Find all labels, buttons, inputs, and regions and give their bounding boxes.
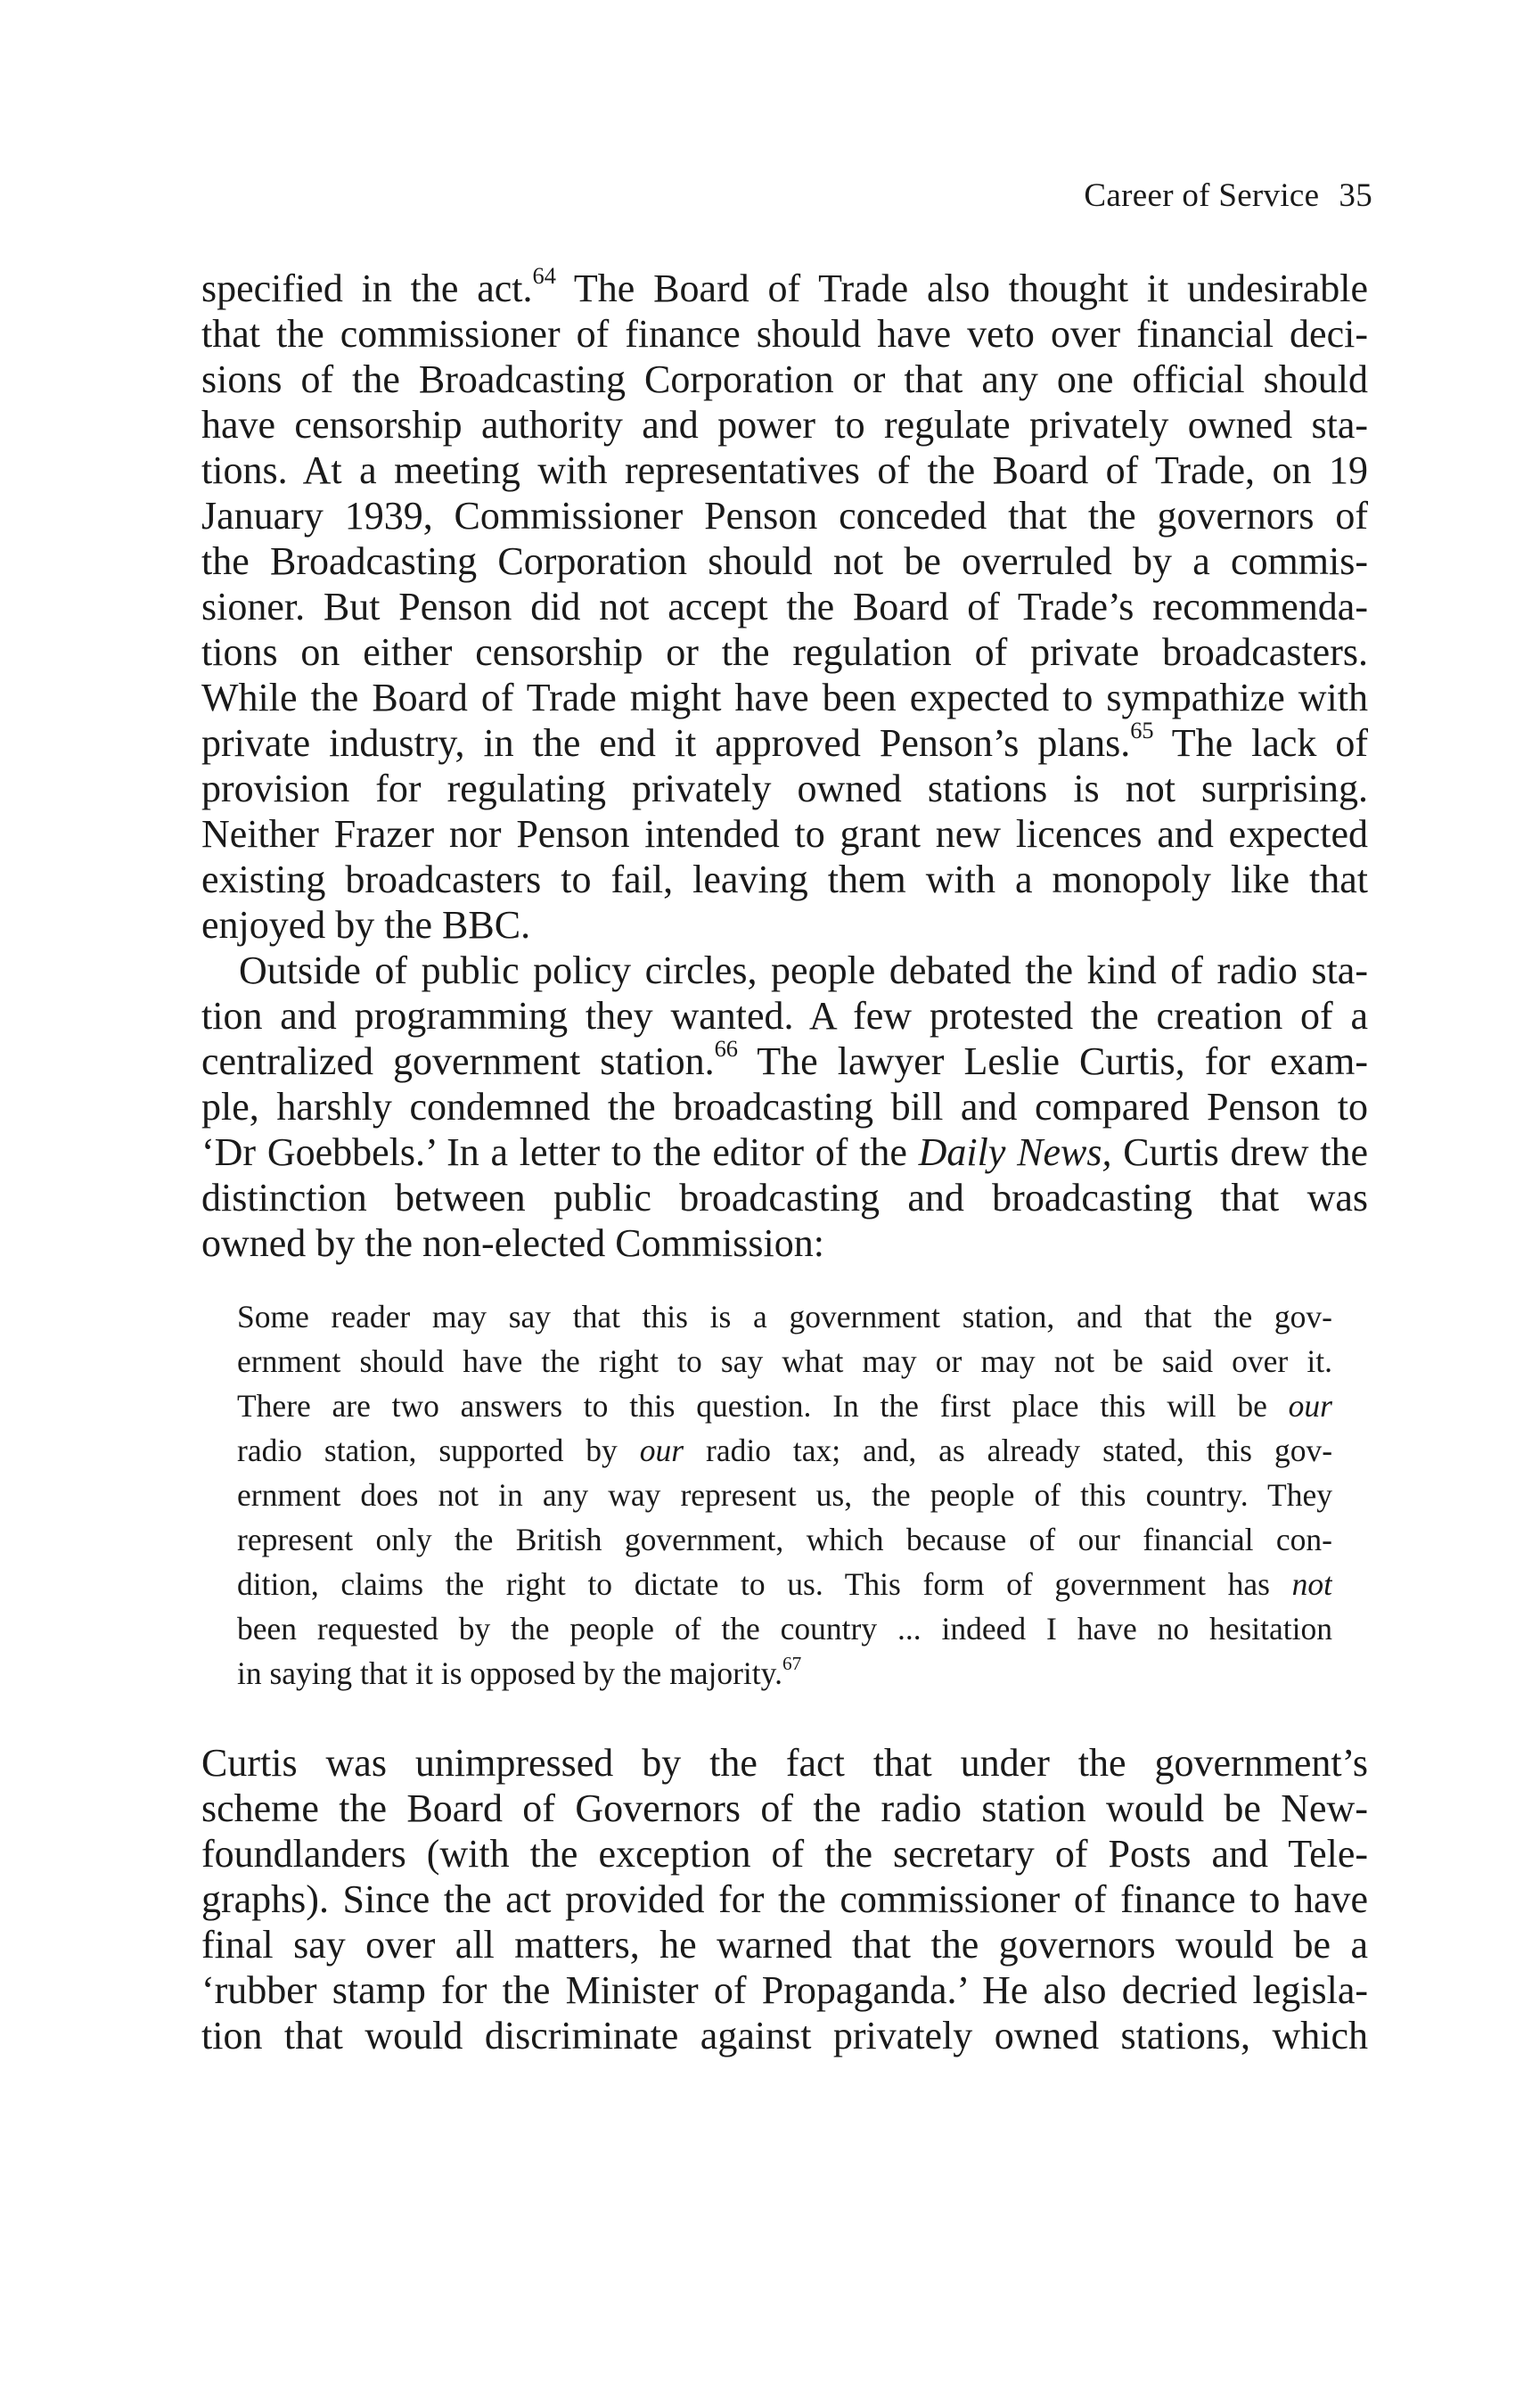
line-text: tion and programming they wanted. A few protested the creation of a [201,994,1368,1038]
text-line [201,538,1368,584]
line-text: radio station, supported by [237,1433,640,1468]
main-text [201,266,1368,1266]
line-text: Some reader may say that this is a government station, and that the gov- [237,1299,1332,1335]
line-text: private industry, in the end it approved Penson’s plans. [201,721,1131,765]
text-line [201,1039,1368,1084]
line-text: specified in the act. [201,267,533,310]
line-text: foundlanders (with the exception of the secretary of Posts and Tele- [201,1832,1368,1876]
line-text: ernment does not in any way represent us, the people of this country. They [237,1477,1332,1513]
text-line [237,1339,1332,1384]
text-line [237,1562,1332,1606]
text-line [201,311,1368,357]
text-line [201,675,1368,720]
line-text: Curtis was unimpressed by the fact that under the government’s [201,1741,1368,1785]
line-text: scheme the Board of Governors of the radio station would be New- [201,1786,1368,1830]
line-text: Curtis drew the [1111,1130,1368,1174]
text-line [237,1473,1332,1517]
text-line [201,1084,1368,1129]
text-line [201,1967,1368,2013]
text-line [237,1384,1332,1428]
line-text: existing broadcasters to fail, leaving them with a monopoly like that [201,858,1368,901]
emphasis: our [1288,1388,1332,1424]
paragraph-1 [201,266,1368,948]
text-line [201,1175,1368,1220]
text-line [201,1740,1368,1786]
chapter-title: Career of Service [1084,177,1320,214]
text-line [201,902,1368,948]
line-text: dition, claims the right to dictate to us. This form of government has [237,1566,1292,1602]
line-text: January 1939, Commissioner Penson conceded that the governors of [201,494,1368,538]
line-text: The lack of [1153,721,1368,765]
emphasis: not [1291,1566,1332,1602]
line-text: The Board of Trade also thought it undesirable [555,267,1368,310]
text-line [237,1606,1332,1651]
line-text: ‘Dr Goebbels.’ In a letter to the editor of the [201,1130,919,1174]
text-line [201,1129,1368,1175]
line-text: There are two answers to this question. In the first place this will be [237,1388,1289,1424]
line-text: While the Board of Trade might have been expected to sympathize with [201,676,1368,719]
text-line [237,1517,1332,1562]
text-line [201,448,1368,493]
text-line [201,1877,1368,1922]
text-line [201,948,1368,993]
text-line [201,493,1368,538]
text-line [201,266,1368,311]
line-text: ple, harshly condemned the broadcasting bill and compared Penson to [201,1085,1368,1129]
text-line [201,1786,1368,1831]
line-text: tions on either censorship or the regulation of private broadcasters. [201,630,1368,674]
footnote-marker: 67 [782,1653,802,1675]
line-text: distinction between public broadcasting and broadcasting that was [201,1176,1368,1220]
text-line [201,1220,1368,1266]
block-quote [237,1294,1332,1696]
line-text: ‘rubber stamp for the Minister of Propaganda.’ He also decried legisla- [201,1968,1368,2012]
line-text: tions. At a meeting with representatives of the Board of Trade, on 19 [201,448,1368,492]
line-text: enjoyed by the BBC. [201,903,531,947]
quotation [237,1294,1332,1696]
line-text: the Broadcasting Corporation should not be overruled by a commis- [201,539,1368,583]
text-line [201,857,1368,902]
paragraph-2 [201,948,1368,1266]
text-line [201,584,1368,629]
line-text: sioner. But Penson did not accept the Board of Trade’s recommenda- [201,585,1368,628]
text-line [237,1651,1332,1696]
footnote-marker: 65 [1130,720,1154,744]
line-text: have censorship authority and power to regulate privately owned sta- [201,403,1368,447]
line-text: that the commissioner of finance should have veto over financial deci- [201,312,1368,356]
text-line [201,2013,1368,2058]
line-text: Outside of public policy circles, people debated the kind of radio sta- [239,949,1368,992]
text-line [201,766,1368,811]
text-line [201,993,1368,1039]
page-number: 35 [1339,177,1372,214]
footnote-marker: 64 [532,266,556,290]
line-text: owned by the non-elected Commission: [201,1221,824,1265]
line-text: in saying that it is opposed by the majority. [237,1655,782,1691]
line-text: sions of the Broadcasting Corporation or that any one official should [201,357,1368,401]
line-text: final say over all matters, he warned that the governors would be a [201,1923,1368,1967]
text-line [237,1294,1332,1339]
text-line [201,1831,1368,1877]
emphasis: Daily News, [918,1130,1112,1174]
line-text: been requested by the people of the country ... indeed I have no hesitation [237,1611,1332,1647]
line-text: represent only the British government, which because of our financial con- [237,1522,1332,1557]
text-line [201,720,1368,766]
text-line [201,357,1368,402]
paragraph-3 [201,1740,1368,2058]
line-text: graphs). Since the act provided for the commissioner of finance to have [201,1877,1368,1921]
text-line [201,811,1368,857]
line-text: The lawyer Leslie Curtis, for exam- [737,1039,1368,1083]
emphasis: our [639,1433,684,1468]
line-text: Neither Frazer nor Penson intended to grant new licences and expected [201,812,1368,856]
line-text: provision for regulating privately owned stations is not surprising. [201,767,1368,810]
line-text: ernment should have the right to say what may or may not be said over it. [237,1343,1332,1379]
text-line [201,1922,1368,1967]
running-head [1084,177,1372,215]
text-line [201,629,1368,675]
line-text: radio tax; and, as already stated, this gov- [684,1433,1332,1468]
main-text-continued [201,1740,1368,2058]
line-text: tion that would discriminate against privately owned stations, which [201,2014,1368,2057]
text-line [201,402,1368,448]
text-line [237,1428,1332,1473]
line-text: centralized government station. [201,1039,715,1083]
footnote-marker: 66 [714,1039,738,1063]
